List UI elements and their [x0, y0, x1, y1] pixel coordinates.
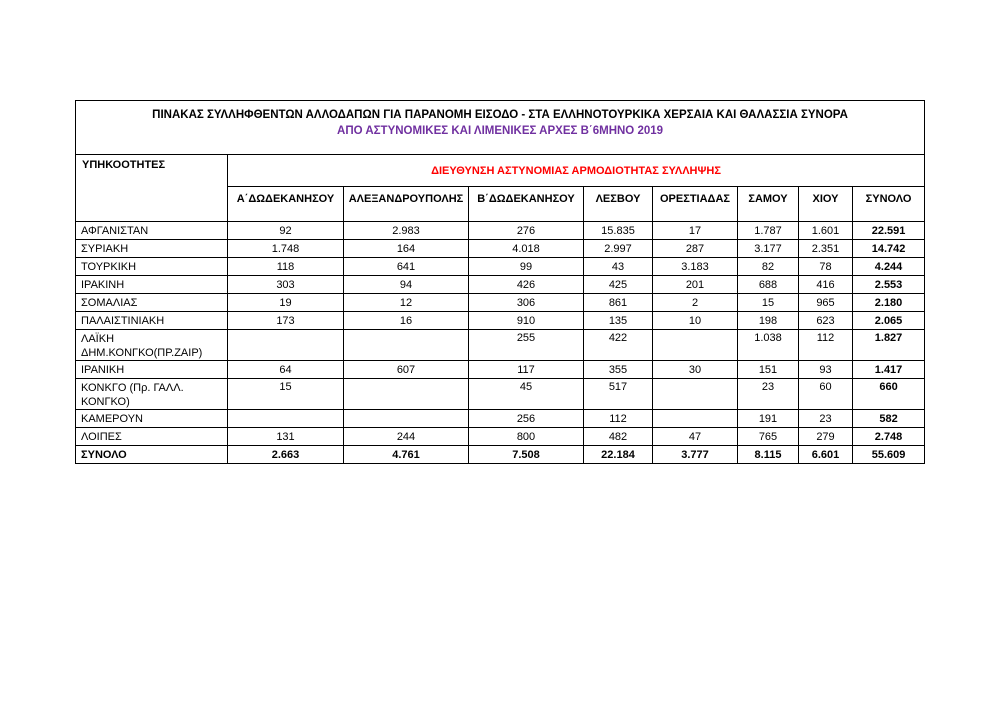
- page-title: ΠΙΝΑΚΑΣ ΣΥΛΛΗΦΘΕΝΤΩΝ ΑΛΛΟΔΑΠΩΝ ΓΙΑ ΠΑΡΑΝΟΜΗ ΕΙΣΟΔΟ - ΣΤΑ ΕΛΛΗΝΟΤΟΥΡΚΙΚΑ ΧΕΡΣΑΙΑ ΚΑΙ ΘΑΛΑΣΣΙΑ ΣΥΝΟΡΑ: [152, 109, 848, 121]
- value-cell: 94: [344, 276, 469, 294]
- nationality-cell: ΚΟΝΚΓΟ (Πρ. ΓΑΛΛ. ΚΟΝΓΚΟ): [76, 379, 228, 410]
- table-row: [76, 294, 925, 312]
- value-cell: 198: [738, 312, 799, 330]
- column-header: ΧΙΟΥ: [799, 187, 853, 222]
- value-cell: 92: [228, 222, 344, 240]
- table-row: [76, 361, 925, 379]
- value-cell: 2.351: [799, 240, 853, 258]
- total-value-cell: 582: [853, 410, 925, 428]
- total-row: [76, 446, 925, 464]
- table-row: [76, 222, 925, 240]
- column-header: ΟΡΕΣΤΙΑΔΑΣ: [653, 187, 738, 222]
- value-cell: 2.983: [344, 222, 469, 240]
- value-cell: 17: [653, 222, 738, 240]
- column-header: ΑΛΕΞΑΝΔΡΟΥΠΟΛΗΣ: [344, 187, 469, 222]
- row-header-nationalities: ΥΠΗΚΟΟΤΗΤΕΣ: [76, 155, 228, 222]
- table-row: [76, 379, 925, 410]
- value-cell: 45: [469, 379, 584, 410]
- table-title-cell: [76, 101, 925, 155]
- value-cell: 131: [228, 428, 344, 446]
- value-cell: 60: [799, 379, 853, 410]
- value-cell: [344, 379, 469, 410]
- value-cell: [653, 410, 738, 428]
- value-cell: 765: [738, 428, 799, 446]
- table-row: [76, 410, 925, 428]
- value-cell: 416: [799, 276, 853, 294]
- value-cell: 12: [344, 294, 469, 312]
- value-cell: 2.663: [228, 446, 344, 464]
- value-cell: 191: [738, 410, 799, 428]
- nationality-cell: ΛΟΙΠΕΣ: [76, 428, 228, 446]
- value-cell: 93: [799, 361, 853, 379]
- value-cell: 30: [653, 361, 738, 379]
- value-cell: 3.183: [653, 258, 738, 276]
- value-cell: 1.038: [738, 330, 799, 361]
- column-header: ΣΥΝΟΛΟ: [853, 187, 925, 222]
- value-cell: 99: [469, 258, 584, 276]
- total-value-cell: 2.748: [853, 428, 925, 446]
- value-cell: 47: [653, 428, 738, 446]
- total-value-cell: 14.742: [853, 240, 925, 258]
- page-subtitle: ΑΠΟ ΑΣΤΥΝΟΜΙΚΕΣ ΚΑΙ ΛΙΜΕΝΙΚΕΣ ΑΡΧΕΣ Β΄6ΜΗΝΟ 2019: [337, 125, 664, 137]
- value-cell: [344, 410, 469, 428]
- value-cell: 800: [469, 428, 584, 446]
- value-cell: 287: [653, 240, 738, 258]
- value-cell: 279: [799, 428, 853, 446]
- nationality-cell: ΙΡΑΚΙΝΗ: [76, 276, 228, 294]
- column-header: ΛΕΣΒΟΥ: [584, 187, 653, 222]
- value-cell: 15: [738, 294, 799, 312]
- nationality-cell: ΑΦΓΑΝΙΣΤΑΝ: [76, 222, 228, 240]
- total-value-cell: 55.609: [853, 446, 925, 464]
- total-value-cell: 4.244: [853, 258, 925, 276]
- value-cell: 1.748: [228, 240, 344, 258]
- value-cell: 861: [584, 294, 653, 312]
- value-cell: 426: [469, 276, 584, 294]
- value-cell: 641: [344, 258, 469, 276]
- value-cell: 910: [469, 312, 584, 330]
- value-cell: 112: [584, 410, 653, 428]
- nationality-cell: ΛΑΪΚΗ ΔΗΜ.ΚΟΝΓΚΟ(ΠΡ.ΖΑΙΡ): [76, 330, 228, 361]
- nationality-cell: ΤΟΥΡΚΙΚΗ: [76, 258, 228, 276]
- value-cell: 2.997: [584, 240, 653, 258]
- nationality-cell: ΚΑΜΕΡΟΥΝ: [76, 410, 228, 428]
- total-value-cell: 2.180: [853, 294, 925, 312]
- value-cell: 425: [584, 276, 653, 294]
- table-row: [76, 312, 925, 330]
- value-cell: 306: [469, 294, 584, 312]
- value-cell: 3.777: [653, 446, 738, 464]
- value-cell: 43: [584, 258, 653, 276]
- table-row: [76, 428, 925, 446]
- value-cell: 164: [344, 240, 469, 258]
- nationality-cell: ΙΡΑΝΙΚΗ: [76, 361, 228, 379]
- table-row: [76, 240, 925, 258]
- value-cell: 688: [738, 276, 799, 294]
- value-cell: 482: [584, 428, 653, 446]
- value-cell: 3.177: [738, 240, 799, 258]
- value-cell: 15: [228, 379, 344, 410]
- value-cell: 6.601: [799, 446, 853, 464]
- nationalities-table: [75, 100, 925, 464]
- value-cell: [228, 330, 344, 361]
- value-cell: 8.115: [738, 446, 799, 464]
- value-cell: [653, 330, 738, 361]
- table-row: [76, 276, 925, 294]
- value-cell: [653, 379, 738, 410]
- value-cell: [344, 330, 469, 361]
- value-cell: 15.835: [584, 222, 653, 240]
- value-cell: 1.787: [738, 222, 799, 240]
- value-cell: 303: [228, 276, 344, 294]
- table-row: [76, 330, 925, 361]
- value-cell: 10: [653, 312, 738, 330]
- value-cell: 16: [344, 312, 469, 330]
- column-header: Β΄ΔΩΔΕΚΑΝΗΣΟΥ: [469, 187, 584, 222]
- value-cell: 2: [653, 294, 738, 312]
- value-cell: 201: [653, 276, 738, 294]
- value-cell: 19: [228, 294, 344, 312]
- value-cell: 22.184: [584, 446, 653, 464]
- value-cell: 173: [228, 312, 344, 330]
- value-cell: 607: [344, 361, 469, 379]
- value-cell: 4.018: [469, 240, 584, 258]
- nationality-cell: ΣΥΡΙΑΚΗ: [76, 240, 228, 258]
- group-header-police-directorate: ΔΙΕΥΘΥΝΣΗ ΑΣΤΥΝΟΜΙΑΣ ΑΡΜΟΔΙΟΤΗΤΑΣ ΣΥΛΛΗΨΗΣ: [228, 155, 925, 187]
- value-cell: 135: [584, 312, 653, 330]
- total-value-cell: 2.553: [853, 276, 925, 294]
- nationality-cell: ΣΥΝΟΛΟ: [76, 446, 228, 464]
- value-cell: 517: [584, 379, 653, 410]
- value-cell: 118: [228, 258, 344, 276]
- table-row: [76, 258, 925, 276]
- value-cell: 965: [799, 294, 853, 312]
- value-cell: 1.601: [799, 222, 853, 240]
- value-cell: 112: [799, 330, 853, 361]
- value-cell: 4.761: [344, 446, 469, 464]
- value-cell: 151: [738, 361, 799, 379]
- value-cell: 23: [738, 379, 799, 410]
- value-cell: 7.508: [469, 446, 584, 464]
- value-cell: 276: [469, 222, 584, 240]
- statistics-table-sheet: [75, 100, 924, 464]
- value-cell: 255: [469, 330, 584, 361]
- total-value-cell: 22.591: [853, 222, 925, 240]
- column-header: ΣΑΜΟΥ: [738, 187, 799, 222]
- value-cell: 117: [469, 361, 584, 379]
- value-cell: 23: [799, 410, 853, 428]
- value-cell: 623: [799, 312, 853, 330]
- nationality-cell: ΣΟΜΑΛΙΑΣ: [76, 294, 228, 312]
- value-cell: [228, 410, 344, 428]
- value-cell: 422: [584, 330, 653, 361]
- nationality-cell: ΠΑΛΑΙΣΤΙΝΙΑΚΗ: [76, 312, 228, 330]
- value-cell: 78: [799, 258, 853, 276]
- value-cell: 244: [344, 428, 469, 446]
- value-cell: 355: [584, 361, 653, 379]
- total-value-cell: 1.827: [853, 330, 925, 361]
- total-value-cell: 660: [853, 379, 925, 410]
- value-cell: 64: [228, 361, 344, 379]
- value-cell: 82: [738, 258, 799, 276]
- total-value-cell: 2.065: [853, 312, 925, 330]
- value-cell: 256: [469, 410, 584, 428]
- total-value-cell: 1.417: [853, 361, 925, 379]
- column-header: Α΄ΔΩΔΕΚΑΝΗΣΟΥ: [228, 187, 344, 222]
